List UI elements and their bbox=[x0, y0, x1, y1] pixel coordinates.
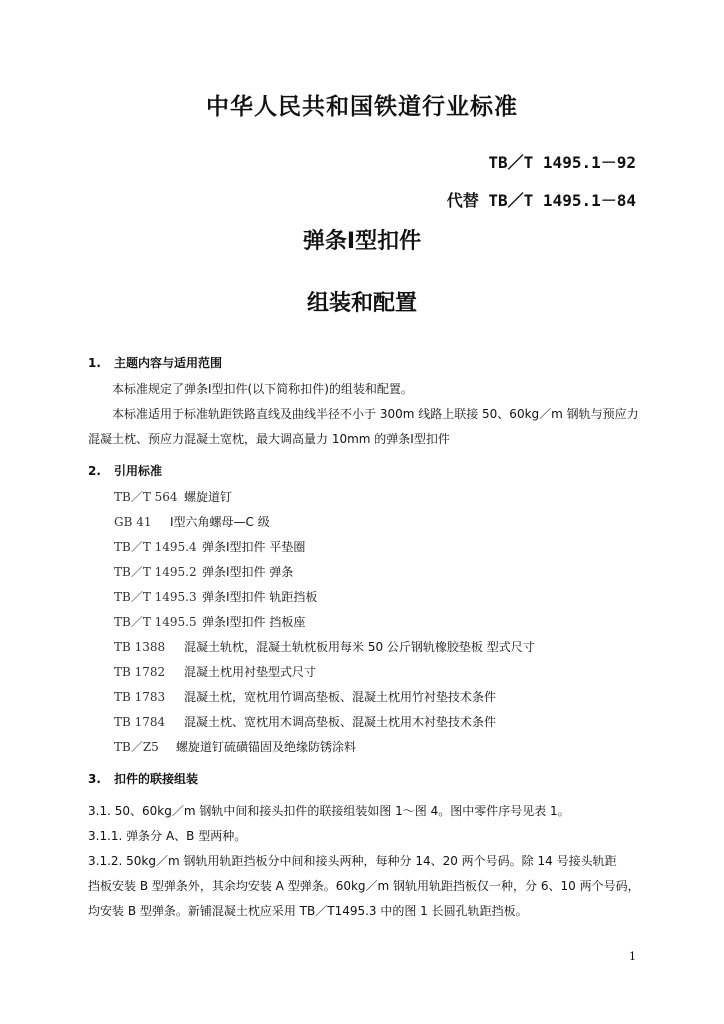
paragraph-continuation: 混凝土枕、预应力混凝土宽枕，最大调高量力 10mm 的弹条Ⅰ型扣件 bbox=[88, 432, 450, 446]
reference-item bbox=[114, 563, 293, 580]
section-number: 2. bbox=[88, 464, 101, 478]
reference-item bbox=[114, 513, 270, 530]
document-title: 弹条Ⅰ型扣件 bbox=[302, 229, 422, 254]
clause-3-1-2-continuation: 挡板安装 B 型弹条外，其余均安装 A 型弹条。60kg／m 钢轨用轨距挡板仅一种，分 6、10 两个号码， bbox=[88, 879, 640, 893]
standard-code: TB／T 1495.1－92 bbox=[488, 153, 636, 172]
section-2-heading bbox=[88, 462, 162, 479]
reference-title: 混凝土枕、宽枕用木调高垫板、混凝土枕用木衬垫技术条件 bbox=[184, 715, 497, 729]
reference-code: TB／T 1495.2 bbox=[114, 565, 197, 579]
reference-title: 混凝土枕用衬垫型式尺寸 bbox=[184, 665, 317, 679]
section-title: 主题内容与适用范围 bbox=[114, 356, 223, 370]
reference-title: 弹条Ⅰ型扣件 挡板座 bbox=[202, 615, 306, 629]
reference-title: Ⅰ型六角螺母—C 级 bbox=[170, 515, 270, 529]
reference-code: TB 1388 bbox=[114, 640, 166, 654]
paragraph: 本标准规定了弹条Ⅰ型扣件(以下简称扣件)的组装和配置。 bbox=[112, 382, 413, 396]
section-title: 引用标准 bbox=[114, 464, 163, 478]
reference-item bbox=[114, 738, 356, 755]
reference-item bbox=[114, 538, 305, 555]
reference-code: TB 1782 bbox=[114, 665, 166, 679]
org-title: 中华人民共和国铁道行业标准 bbox=[206, 94, 518, 120]
reference-code: TB 1783 bbox=[114, 690, 166, 704]
clause-3-1-2-continuation: 均安装 B 型弹条。新铺混凝土枕应采用 TB／T1495.3 中的图 1 长圆孔轨距挡板。 bbox=[88, 904, 528, 918]
reference-code: TB／T 1495.5 bbox=[114, 615, 197, 629]
reference-code: TB 1784 bbox=[114, 715, 166, 729]
section-number: 3. bbox=[88, 772, 101, 786]
reference-code: TB／T 1495.3 bbox=[114, 590, 197, 604]
section-3-heading bbox=[88, 770, 198, 787]
page-number: 1 bbox=[629, 950, 636, 963]
reference-code: TB／Z5 bbox=[114, 740, 159, 754]
clause-3-1: 3.1. 50、60kg／m 钢轨中间和接头扣件的联接组装如图 1～图 4。图中零件序号见表 1。 bbox=[88, 804, 570, 818]
clause-3-1-2: 3.1.2. 50kg／m 钢轨用轨距挡板分中间和接头两种，每种分 14、20 两个号码。除 14 号接头轨距 bbox=[88, 854, 617, 868]
reference-title: 混凝土枕，宽枕用竹调高垫板、混凝土枕用竹衬垫技术条件 bbox=[184, 690, 497, 704]
reference-item bbox=[114, 713, 496, 730]
reference-item bbox=[114, 663, 316, 680]
reference-code: TB／T 564 bbox=[114, 490, 178, 504]
section-1-heading bbox=[88, 354, 222, 371]
reference-title: 弹条Ⅰ型扣件 平垫圈 bbox=[202, 540, 306, 554]
reference-item bbox=[114, 488, 232, 505]
reference-item bbox=[114, 688, 496, 705]
reference-title: 混凝土轨枕，混凝土轨枕板用每米 50 公斤钢轨橡胶垫板 型式尺寸 bbox=[184, 640, 535, 654]
document-subtitle: 组装和配置 bbox=[306, 291, 417, 316]
reference-item bbox=[114, 588, 317, 605]
clause-3-1-1: 3.1.1. 弹条分 A、B 型两种。 bbox=[88, 829, 247, 843]
section-title: 扣件的联接组装 bbox=[114, 772, 199, 786]
reference-title: 螺旋道钉硫磺锚固及绝缘防锈涂料 bbox=[176, 740, 357, 754]
reference-title: 螺旋道钉 bbox=[184, 490, 233, 504]
paragraph: 本标准适用于标准轨距铁路直线及曲线半径不小于 300m 线路上联接 50、60kg／m 钢轨与预应力 bbox=[112, 407, 639, 421]
replaces-code: 代替 TB／T 1495.1－84 bbox=[446, 191, 636, 210]
reference-title: 弹条Ⅰ型扣件 轨距挡板 bbox=[202, 590, 318, 604]
reference-code: TB／T 1495.4 bbox=[114, 540, 197, 554]
section-number: 1. bbox=[88, 356, 101, 370]
reference-item bbox=[114, 613, 305, 630]
reference-code: GB 41 bbox=[114, 515, 152, 529]
reference-title: 弹条Ⅰ型扣件 弹条 bbox=[202, 565, 294, 579]
reference-item bbox=[114, 638, 535, 655]
